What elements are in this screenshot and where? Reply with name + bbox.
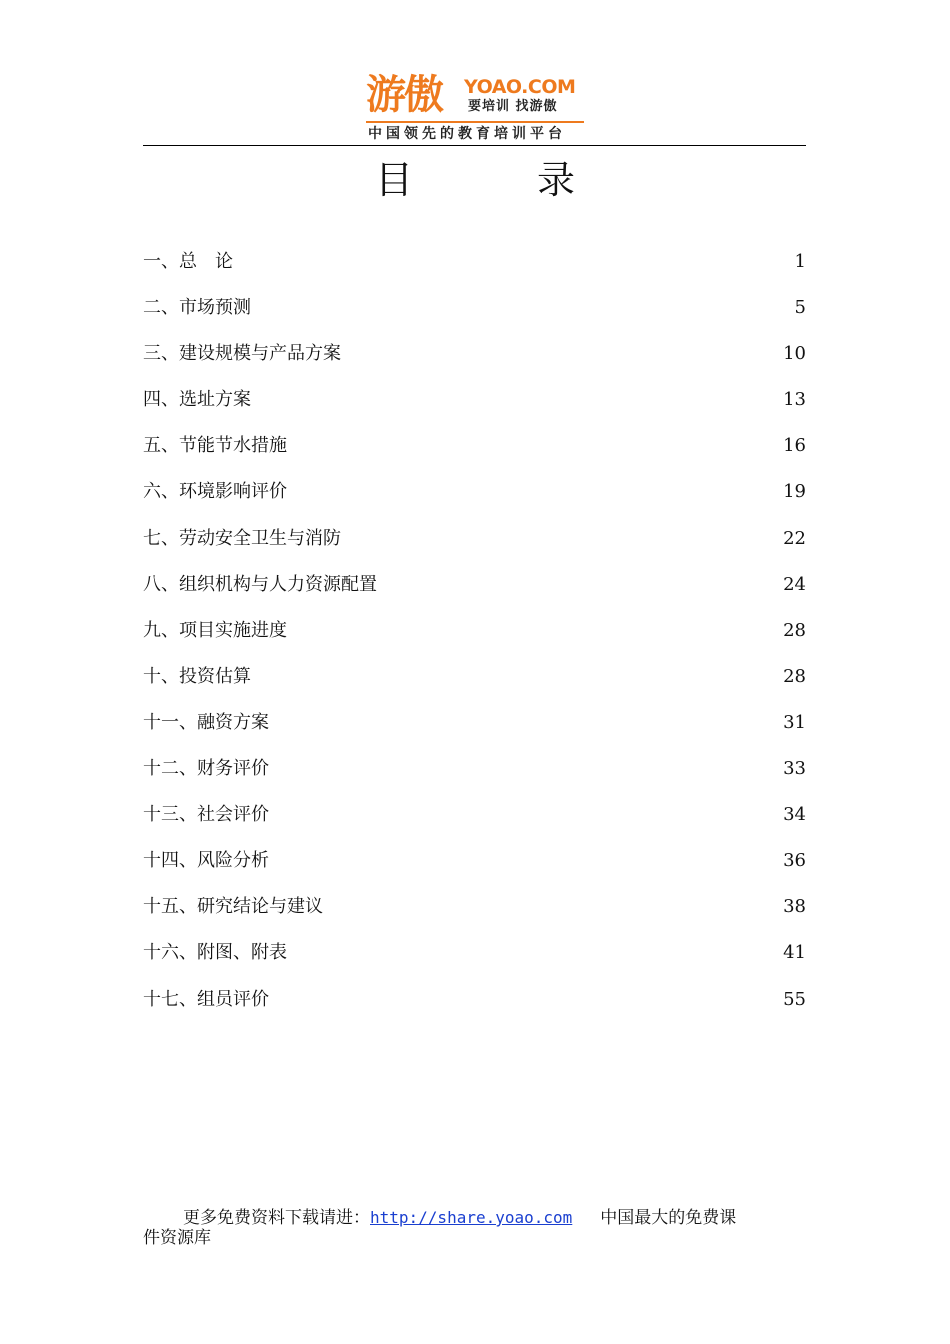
toc-page-number: 33 — [783, 758, 806, 780]
toc-page-number: 36 — [783, 850, 806, 872]
logo — [366, 72, 588, 146]
footer-prefix: 更多免费资料下载请进： — [183, 1208, 370, 1228]
toc-page-number: 13 — [783, 389, 806, 411]
toc-page-number: 16 — [783, 435, 806, 457]
header-rule — [143, 145, 806, 146]
toc-entry[interactable] — [143, 931, 806, 977]
toc-page-number: 28 — [783, 665, 806, 687]
toc-label: 十、投资估算 — [143, 665, 251, 687]
toc-entry[interactable] — [143, 978, 806, 1024]
toc-label: 六、环境影响评价 — [143, 481, 287, 503]
toc-entry[interactable] — [143, 609, 806, 655]
toc-label: 十六、附图、附表 — [143, 942, 287, 964]
toc-entry[interactable] — [143, 885, 806, 931]
toc-label: 十四、风险分析 — [143, 850, 269, 872]
toc-label: 八、组织机构与人力资源配置 — [143, 573, 377, 595]
toc-label: 一、总 论 — [143, 251, 233, 272]
toc-entry[interactable] — [143, 332, 806, 378]
toc-label: 九、项目实施进度 — [143, 619, 287, 641]
toc-entry[interactable] — [143, 839, 806, 885]
table-of-contents — [143, 240, 806, 1024]
toc-entry[interactable] — [143, 563, 806, 609]
toc-label: 十五、研究结论与建议 — [143, 896, 323, 918]
toc-label: 十一、融资方案 — [143, 711, 269, 733]
toc-page-number: 55 — [783, 988, 806, 1010]
toc-page-number: 5 — [794, 297, 806, 319]
toc-page-number: 10 — [783, 343, 806, 365]
logo-tagline: 中国领先的教育培训平台 — [368, 126, 566, 142]
toc-entry[interactable] — [143, 701, 806, 747]
toc-entry[interactable] — [143, 470, 806, 516]
toc-page-number: 38 — [783, 896, 806, 918]
logo-main-text: 游傲 — [366, 72, 442, 118]
toc-entry[interactable] — [143, 240, 806, 286]
toc-page-number: 28 — [783, 619, 806, 641]
toc-entry[interactable] — [143, 378, 806, 424]
footer-line — [143, 1208, 806, 1228]
toc-label: 五、节能节水措施 — [143, 435, 287, 457]
toc-label: 二、市场预测 — [143, 297, 251, 319]
toc-page-number: 1 — [794, 251, 806, 272]
page-title: 目 录 — [374, 158, 632, 202]
logo-slogan: 要培训 找游傲 — [468, 99, 558, 114]
toc-entry[interactable] — [143, 793, 806, 839]
toc-page-number: 19 — [783, 481, 806, 503]
footer-line-2: 件资源库 — [143, 1228, 211, 1248]
toc-entry[interactable] — [143, 286, 806, 332]
toc-entry[interactable] — [143, 655, 806, 701]
toc-label: 十三、社会评价 — [143, 804, 269, 826]
toc-label: 七、劳动安全卫生与消防 — [143, 527, 341, 549]
toc-label: 十七、组员评价 — [143, 988, 269, 1010]
toc-label: 四、选址方案 — [143, 389, 251, 411]
toc-entry[interactable] — [143, 424, 806, 470]
toc-label: 十二、财务评价 — [143, 758, 269, 780]
toc-page-number: 34 — [783, 804, 806, 826]
toc-entry[interactable] — [143, 747, 806, 793]
footer — [143, 1208, 806, 1248]
footer-link[interactable]: http://share.yoao.com — [370, 1208, 573, 1227]
toc-entry[interactable] — [143, 517, 806, 563]
logo-rule — [366, 121, 584, 123]
toc-page-number: 41 — [783, 942, 806, 964]
toc-page-number: 22 — [783, 527, 806, 549]
logo-domain: YOAO.COM — [464, 76, 576, 98]
toc-page-number: 31 — [783, 711, 806, 733]
toc-page-number: 24 — [783, 573, 806, 595]
toc-label: 三、建设规模与产品方案 — [143, 343, 341, 365]
footer-suffix: 中国最大的免费课 — [600, 1208, 737, 1228]
